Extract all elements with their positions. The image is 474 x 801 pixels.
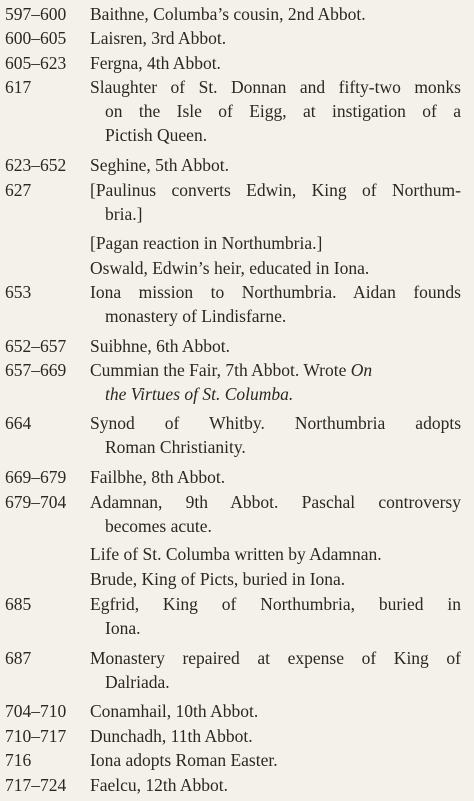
entry-text: Fergna, 4th Abbot. [90, 53, 221, 73]
entry-date: 710–717 [5, 726, 67, 746]
entry-date: 605–623 [5, 53, 67, 73]
entry-text: Laisren, 3rd Abbot. [90, 28, 227, 48]
entry-text-line-2: bria.] [105, 204, 143, 224]
entry-date: 685 [5, 594, 32, 614]
entry-date: 664 [5, 413, 32, 433]
entry-date: 617 [5, 77, 32, 97]
entry-text-line-2: on the Isle of Eigg, at instigation of a [105, 101, 461, 121]
entry-date: 627 [5, 180, 32, 200]
entry-text: Life of St. Columba written by Adamnan. [90, 544, 382, 564]
entry-text: Seghine, 5th Abbot. [90, 155, 230, 175]
entry-date: 597–600 [5, 4, 67, 24]
entry-text-line-2: the Virtues of St. Columba. [105, 384, 294, 404]
entry-text-line-1: [Paulinus converts Edwin, King of Northum- [90, 180, 461, 200]
entry-text-line-1: Adamnan, 9th Abbot. Paschal controversy [90, 492, 461, 512]
entry-text-roman: Cummian the Fair, 7th Abbot. Wrote [90, 360, 347, 380]
entry-text-line-2: becomes acute. [105, 516, 212, 536]
entry-text: Suibhne, 6th Abbot. [90, 336, 231, 356]
entry-text-line-1: Slaughter of St. Donnan and fifty-two monks [90, 77, 461, 97]
entry-date: 717–724 [5, 775, 67, 795]
entry-text-line-2: Roman Christianity. [105, 437, 246, 457]
entry-date: 657–669 [5, 360, 67, 380]
entry-date: 653 [5, 282, 32, 302]
entry-date: 652–657 [5, 336, 67, 356]
entry-text: Brude, King of Picts, buried in Iona. [90, 569, 346, 589]
entry-date: 687 [5, 648, 32, 668]
entry-text: Dunchadh, 11th Abbot. [90, 726, 253, 746]
entry-text-line-2: monastery of Lindisfarne. [105, 306, 287, 326]
entry-date: 600–605 [5, 28, 67, 48]
entry-text-line-1 [90, 360, 372, 380]
entry-text: Oswald, Edwin’s heir, educated in Iona. [90, 258, 370, 278]
entry-date: 704–710 [5, 701, 67, 721]
entry-text: Failbhe, 8th Abbot. [90, 467, 226, 487]
entry-text: Conamhail, 10th Abbot. [90, 701, 259, 721]
entry-date: 716 [5, 750, 32, 770]
entry-text-line-1: Egfrid, King of Northumbria, buried in [90, 594, 461, 614]
entry-text-italic: On [350, 360, 373, 380]
entry-text: Baithne, Columba’s cousin, 2nd Abbot. [90, 4, 366, 24]
entry-text: Faelcu, 12th Abbot. [90, 775, 229, 795]
entry-date: 679–704 [5, 492, 67, 512]
entry-text-line-1: Monastery repaired at expense of King of [90, 648, 461, 668]
entry-text-line-3: Pictish Queen. [105, 125, 208, 145]
entry-text-line-2: Iona. [105, 618, 141, 638]
entry-text: Iona adopts Roman Easter. [90, 750, 278, 770]
entry-text-line-2: Dalriada. [105, 672, 170, 692]
entry-text-line-1: Synod of Whitby. Northumbria adopts [90, 413, 461, 433]
entry-text-line-1: Iona mission to Northumbria. Aidan founds [90, 282, 461, 302]
entry-date: 623–652 [5, 155, 67, 175]
entry-text: [Pagan reaction in Northumbria.] [90, 233, 323, 253]
entry-date: 669–679 [5, 467, 67, 487]
